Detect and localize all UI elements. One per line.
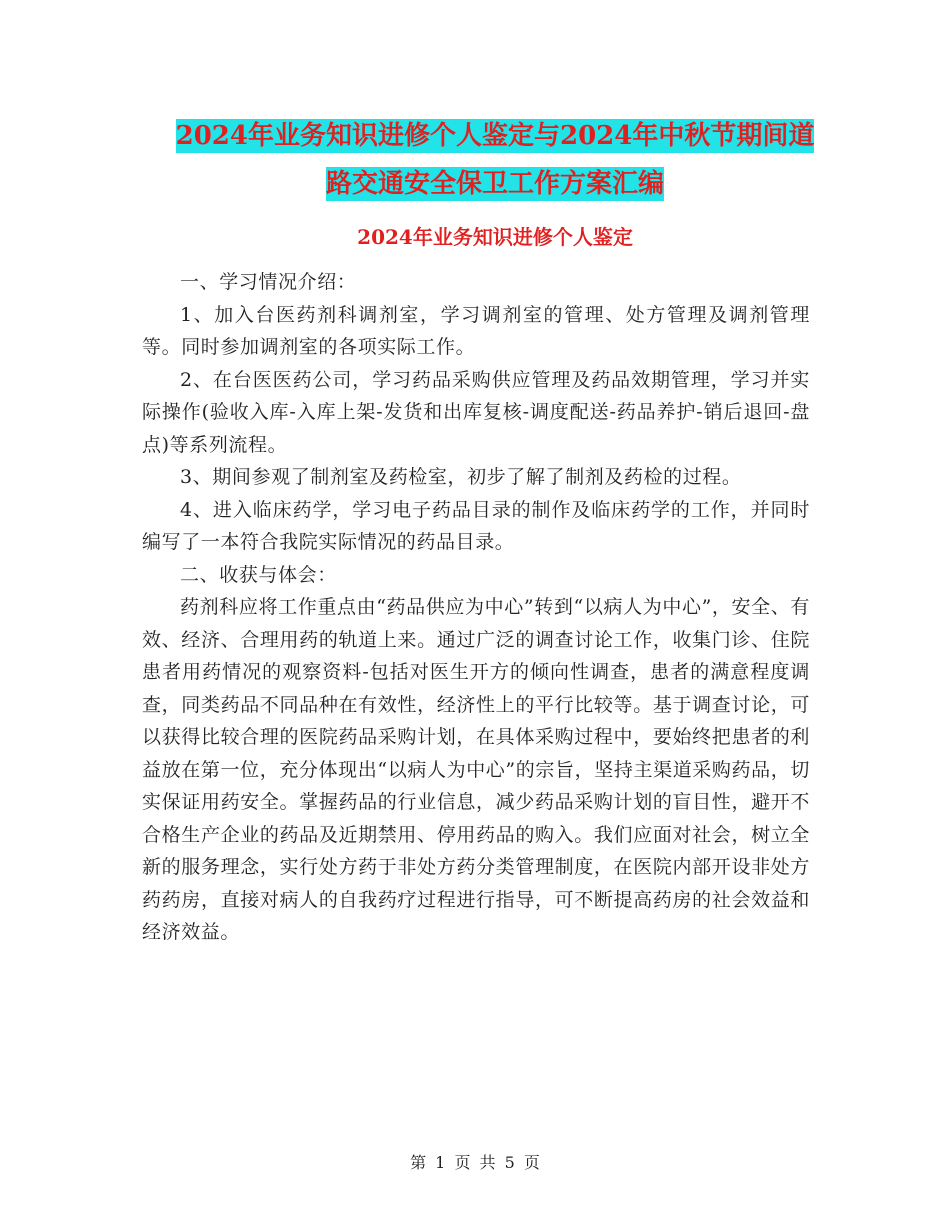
document-title-line-1: 2024年业务知识进修个人鉴定与2024年中秋节期间道 [175, 121, 815, 151]
paragraph-heading-2: 二、收获与体会： [180, 563, 337, 586]
document-title-line-2: 路交通安全保卫工作方案汇编 [325, 169, 664, 199]
section-title: 2024年业务知识进修个人鉴定 [357, 225, 633, 249]
page-footer: 第 1 页 共 5 页 [410, 1153, 540, 1172]
paragraph: 药剂科应将工作重点由“药品供应为中心”转到“以病人为中心”，安全、有效、经济、合理用药的轨道上来。通过广泛的调查讨论工作，收集门诊、住院患者用药情况的观察资料-包括对医生开方的倾向性调查，患者的满意程度调查，同类药品不同品种在有效性，经济性上的平行比较等。基于调查讨论，可以获得比较合理的医院药品采购计划，在具体采购过程中，要始终把患者的利益放在第一位，充分体现出“以病人为中心”的宗旨，坚持主渠道采购药品，切实保证用药安全。掌握药品的行业信息，减少药品采购计划的盲目性，避开不合格生产企业的药品及近期禁用、停用药品的购入。我们应面对社会，树立全新的服务理念，实行处方药于非处方药分类管理制度，在医院内部开设非处方药药房，直接对病人的自我药疗过程进行指导，可不断提高药房的社会效益和经济效益。 [142, 596, 810, 943]
paragraph-heading-1: 一、学习情况介绍： [180, 271, 357, 293]
paragraph: 3、期间参观了制剂室及药检室，初步了解了制剂及药检的过程。 [180, 466, 742, 488]
body-text [142, 266, 810, 949]
paragraph: 2、在台医医药公司，学习药品采购供应管理及药品效期管理，学习并实际操作(验收入库-入库上架-发货和出库复核-调度配送-药品养护-销后退回-盘点)等系列流程。 [142, 368, 810, 456]
document-title [140, 112, 850, 208]
paragraph: 1、加入台医药剂科调剂室，学习调剂室的管理、处方管理及调剂管理等。同时参加调剂室的各项实际工作。 [142, 303, 810, 358]
paragraph: 4、进入临床药学，学习电子药品目录的制作及临床药学的工作，并同时编写了一本符合我院实际情况的药品目录。 [142, 498, 810, 553]
